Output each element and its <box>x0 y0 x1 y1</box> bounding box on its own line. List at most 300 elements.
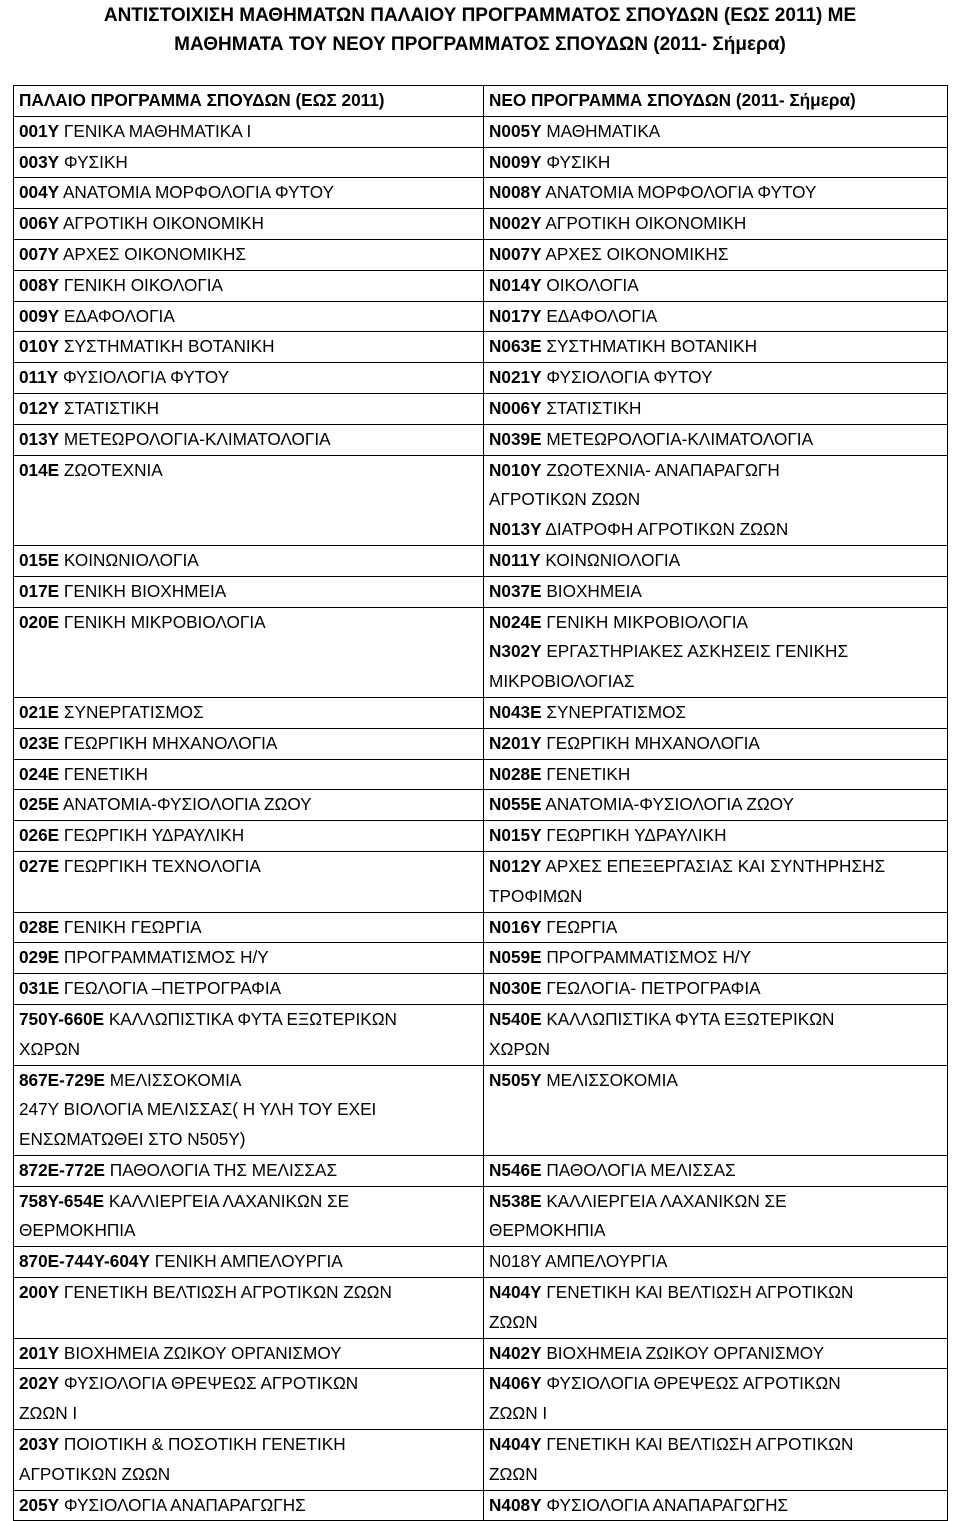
course-entry <box>489 1339 947 1369</box>
old-course-cell <box>14 1369 484 1430</box>
header-old-program: ΠΑΛΑΙΟ ΠΡΟΓΡΑΜΜΑ ΣΠΟΥΔΩΝ (ΕΩΣ 2011) <box>14 86 484 117</box>
course-code: Ν011Υ <box>489 549 541 570</box>
header-new-program: ΝΕΟ ΠΡΟΓΡΑΜΜΑ ΣΠΟΥΔΩΝ (2011- Σήμερα) <box>484 86 948 117</box>
course-code: Ν404Υ <box>489 1282 542 1303</box>
course-entry <box>489 852 947 882</box>
course-entry <box>489 1491 947 1521</box>
course-name: ΓΕΝΕΤΙΚΗ ΚΑΙ ΒΕΛΤΙΩΣΗ ΑΓΡΟΤΙΚΩΝ <box>546 1282 854 1303</box>
course-name: ΚΑΛΛΩΠΙΣΤΙΚΑ ΦΥΤΑ ΕΞΩΤΕΡΙΚΩΝ <box>108 1008 397 1029</box>
course-code: 012Υ <box>19 397 60 418</box>
course-name-continuation: ΖΩΩΝ Ι <box>489 1403 548 1424</box>
course-entry <box>489 1156 947 1186</box>
course-entry <box>19 209 483 239</box>
old-course-cell <box>14 1430 484 1491</box>
course-entry <box>19 1430 483 1460</box>
new-course-cell <box>484 821 948 852</box>
course-code: Ν015Υ <box>489 825 542 846</box>
course-code: Ν005Υ <box>489 120 542 141</box>
course-name: ΦΥΣΙΟΛΟΓΙΑ ΘΡΕΨΕΩΣ ΑΓΡΟΤΙΚΩΝ <box>546 1373 841 1394</box>
table-row <box>14 301 948 332</box>
old-course-cell <box>14 116 484 147</box>
table-row <box>14 851 948 912</box>
course-code: Ν037Ε <box>489 580 542 601</box>
new-course-cell <box>484 301 948 332</box>
course-entry <box>489 1278 947 1308</box>
course-name: ΓΕΝΙΚΗ ΒΙΟΧΗΜΕΙΑ <box>63 580 227 601</box>
course-name: ΜΕΤΕΩΡΟΛΟΓΙΑ-ΚΛΙΜΑΤΟΛΟΓΙΑ <box>546 428 814 449</box>
course-code: Ν043Ε <box>489 701 542 722</box>
course-code: 203Υ <box>19 1434 60 1455</box>
course-entry <box>19 1005 483 1035</box>
course-entry <box>489 363 947 393</box>
course-entry <box>489 1430 947 1460</box>
course-entry <box>19 1156 483 1186</box>
course-code: 013Υ <box>19 428 60 449</box>
course-code: Ν201Υ <box>489 732 542 753</box>
course-code: 205Υ <box>19 1494 60 1515</box>
course-name: ΣΤΑΤΙΣΤΙΚΗ <box>63 397 160 418</box>
table-row <box>14 1247 948 1278</box>
course-name: ΦΥΣΙΟΛΟΓΙΑ ΑΝΑΠΑΡΑΓΩΓΗΣ <box>546 1494 789 1515</box>
course-code: 200Υ <box>19 1282 60 1303</box>
old-course-cell <box>14 1186 484 1247</box>
course-entry <box>489 943 947 973</box>
old-course-cell <box>14 576 484 607</box>
course-code: Ν006Υ <box>489 397 542 418</box>
new-course-cell <box>484 178 948 209</box>
table-row <box>14 363 948 394</box>
course-code: Ν016Υ <box>489 916 542 937</box>
new-course-cell <box>484 728 948 759</box>
course-name: ΦΥΣΙΚΗ <box>63 151 128 172</box>
course-name: ΑΝΑΤΟΜΙΑ ΜΟΡΦΟΛΟΓΙΑ ΦΥΤΟΥ <box>62 182 335 203</box>
new-course-cell <box>484 209 948 240</box>
course-entry <box>19 974 483 1004</box>
course-entry <box>19 1066 483 1096</box>
old-course-cell <box>14 1004 484 1065</box>
course-entry <box>489 1187 947 1217</box>
course-entry <box>489 698 947 728</box>
new-course-cell <box>484 697 948 728</box>
course-code: 001Υ <box>19 120 60 141</box>
old-course-cell <box>14 974 484 1005</box>
course-name: ΕΔΑΦΟΛΟΓΙΑ <box>63 305 175 326</box>
new-course-cell <box>484 424 948 455</box>
course-code: 750Υ-660Ε <box>19 1008 105 1029</box>
course-code: 031Ε <box>19 978 60 999</box>
course-entry <box>489 117 947 147</box>
course-entry <box>489 729 947 759</box>
course-name: ΦΥΣΙΟΛΟΓΙΑ ΦΥΤΟΥ <box>62 367 230 388</box>
course-code: 003Υ <box>19 151 60 172</box>
course-name-continuation: ΧΩΡΩΝ <box>19 1038 81 1059</box>
table-header-row <box>14 86 948 117</box>
course-name: ΒΙΟΧΗΜΕΙΑ ΖΩΙΚΟΥ ΟΡΓΑΝΙΣΜΟΥ <box>63 1342 342 1363</box>
old-course-cell <box>14 147 484 178</box>
course-entry <box>489 913 947 943</box>
course-name: ΣΥΣΤΗΜΑΤΙΚΗ ΒΟΤΑΝΙΚΗ <box>63 336 275 357</box>
old-course-cell <box>14 1338 484 1369</box>
course-code: 027Ε <box>19 855 60 876</box>
course-entry <box>19 852 483 882</box>
course-entry <box>19 240 483 270</box>
table-row <box>14 239 948 270</box>
course-name: ΜΑΘΗΜΑΤΙΚΑ <box>546 120 661 141</box>
course-name: ΓΕΩΡΓΙΑ <box>546 916 618 937</box>
course-entry <box>489 1005 947 1035</box>
course-entry <box>19 394 483 424</box>
course-code: Ν014Υ <box>489 274 542 295</box>
course-code: Ν538Ε <box>489 1190 542 1211</box>
course-code: Ν063Ε <box>489 336 542 357</box>
old-course-cell <box>14 545 484 576</box>
table-row <box>14 424 948 455</box>
course-code: 872Ε-772Ε <box>19 1159 106 1180</box>
title-line-2: ΜΑΘΗΜΑΤΑ ΤΟΥ ΝΕΟΥ ΠΡΟΓΡΑΜΜΑΤΟΣ ΣΠΟΥΔΩΝ (2011- Σήμερα) <box>174 34 786 55</box>
course-entry <box>19 546 483 576</box>
course-entry <box>489 760 947 790</box>
course-code: 024Ε <box>19 763 60 784</box>
old-course-cell <box>14 1155 484 1186</box>
table-row <box>14 393 948 424</box>
course-code: 870Ε-744Υ-604Υ <box>19 1251 150 1272</box>
course-code: 009Υ <box>19 305 60 326</box>
table-row <box>14 1338 948 1369</box>
old-course-cell <box>14 607 484 697</box>
table-row <box>14 455 948 545</box>
course-code: Ν406Υ <box>489 1373 542 1394</box>
course-name-continuation: ΖΩΩΝ <box>489 1463 538 1484</box>
table-row <box>14 1004 948 1065</box>
table-row <box>14 728 948 759</box>
table-row <box>14 697 948 728</box>
old-course-cell <box>14 178 484 209</box>
course-name-continuation: ΘΕΡΜΟΚΗΠΙΑ <box>489 1220 606 1241</box>
new-course-cell <box>484 1155 948 1186</box>
course-entry <box>489 821 947 851</box>
old-course-cell <box>14 821 484 852</box>
course-entry <box>489 790 947 820</box>
course-name: ΕΔΑΦΟΛΟΓΙΑ <box>546 305 658 326</box>
course-code: Ν039Ε <box>489 428 542 449</box>
new-course-cell <box>484 851 948 912</box>
document-title <box>0 0 960 59</box>
course-code: Ν008Υ <box>489 182 542 203</box>
table-body <box>14 116 948 1521</box>
table-row <box>14 790 948 821</box>
course-entry <box>19 363 483 393</box>
new-course-cell <box>484 270 948 301</box>
old-course-cell <box>14 943 484 974</box>
new-course-cell <box>484 393 948 424</box>
course-name: ΓΕΝΙΚΗ ΜΙΚΡΟΒΙΟΛΟΓΙΑ <box>546 611 748 632</box>
course-entry <box>19 271 483 301</box>
course-name: ΕΡΓΑΣΤΗΡΙΑΚΕΣ ΑΣΚΗΣΕΙΣ ΓΕΝΙΚΗΣ <box>546 641 849 662</box>
table-row <box>14 209 948 240</box>
course-name-continuation: ΖΩΩΝ <box>489 1311 538 1332</box>
course-entry <box>19 1095 483 1125</box>
course-entry <box>19 456 483 486</box>
course-entry <box>19 760 483 790</box>
table-row <box>14 576 948 607</box>
new-course-cell <box>484 1338 948 1369</box>
course-name: ΠΡΟΓΡΑΜΜΑΤΙΣΜΟΣ Η/Υ <box>546 947 752 968</box>
table-row <box>14 270 948 301</box>
table-row <box>14 1369 948 1430</box>
course-entry <box>19 1339 483 1369</box>
course-code: 202Υ <box>19 1373 60 1394</box>
course-name: ΒΙΟΧΗΜΕΙΑ <box>546 580 642 601</box>
old-course-cell <box>14 455 484 545</box>
course-name-continuation: ΤΡΟΦΙΜΩΝ <box>489 885 583 906</box>
course-code: Ν408Υ <box>489 1494 542 1515</box>
new-course-cell <box>484 545 948 576</box>
new-course-cell <box>484 363 948 394</box>
course-code: 007Υ <box>19 243 60 264</box>
course-entry <box>489 608 947 638</box>
old-course-cell <box>14 1490 484 1521</box>
new-course-cell <box>484 455 948 545</box>
new-course-cell <box>484 332 948 363</box>
course-code: Ν012Υ <box>489 855 542 876</box>
course-name-continuation: ΘΕΡΜΟΚΗΠΙΑ <box>19 1220 136 1241</box>
course-name: ΓΕΩΡΓΙΚΗ ΜΗΧΑΝΟΛΟΓΙΑ <box>546 732 760 753</box>
course-name: ΖΩΟΤΕΧΝΙΑ <box>63 459 163 480</box>
course-name: ΦΥΣΙΟΛΟΓΙΑ ΦΥΤΟΥ <box>546 367 713 388</box>
table-row <box>14 1278 948 1339</box>
course-code: 021Ε <box>19 701 60 722</box>
old-course-cell <box>14 332 484 363</box>
course-name: ΚΑΛΛΩΠΙΣΤΙΚΑ ΦΥΤΑ ΕΞΩΤΕΡΙΚΩΝ <box>546 1008 835 1029</box>
course-name: ΚΑΛΛΙΕΡΓΕΙΑ ΛΑΧΑΝΙΚΩΝ ΣΕ <box>546 1190 787 1211</box>
course-entry <box>19 729 483 759</box>
table-row <box>14 1065 948 1155</box>
new-course-cell <box>484 576 948 607</box>
old-course-cell <box>14 851 484 912</box>
old-course-cell <box>14 912 484 943</box>
course-name: ΚΟΙΝΩΝΙΟΛΟΓΙΑ <box>545 549 681 570</box>
course-name: ΣΥΣΤΗΜΑΤΙΚΗ ΒΟΤΑΝΙΚΗ <box>546 336 757 357</box>
course-name: ΑΝΑΤΟΜΙΑ ΜΟΡΦΟΛΟΓΙΑ ΦΥΤΟΥ <box>545 182 817 203</box>
course-entry <box>489 302 947 332</box>
course-entry <box>19 821 483 851</box>
table-row <box>14 147 948 178</box>
course-name: ΑΝΑΤΟΜΙΑ-ΦΥΣΙΟΛΟΓΙΑ ΖΩΟΥ <box>545 794 795 815</box>
course-code: Ν055Ε <box>489 794 542 815</box>
course-name: ΓΕΝΕΤΙΚΗ ΒΕΛΤΙΩΣΗ ΑΓΡΟΤΙΚΩΝ ΖΩΩΝ <box>63 1282 392 1303</box>
course-name: ΓΕΝΙΚΗ ΜΙΚΡΟΒΙΟΛΟΓΙΑ <box>63 611 266 632</box>
table-row <box>14 1430 948 1491</box>
table-row <box>14 759 948 790</box>
course-code: 020Ε <box>19 611 60 632</box>
course-name: ΑΡΧΕΣ ΟΙΚΟΝΟΜΙΚΗΣ <box>545 243 729 264</box>
course-name: ΓΕΩΡΓΙΚΗ ΤΕΧΝΟΛΟΓΙΑ <box>63 855 261 876</box>
table-row <box>14 821 948 852</box>
new-course-cell <box>484 1278 948 1339</box>
new-course-cell <box>484 1369 948 1430</box>
course-entry <box>489 148 947 178</box>
course-code: 017Ε <box>19 580 60 601</box>
new-course-cell <box>484 943 948 974</box>
course-name: ΟΙΚΟΛΟΓΙΑ <box>546 274 639 295</box>
old-course-cell <box>14 1278 484 1339</box>
course-entry <box>19 332 483 362</box>
course-name: ΓΕΝΕΤΙΚΗ ΚΑΙ ΒΕΛΤΙΩΣΗ ΑΓΡΟΤΙΚΩΝ <box>546 1434 854 1455</box>
course-name: ΦΥΣΙΚΗ <box>546 151 611 172</box>
course-entry <box>489 456 947 486</box>
course-entry <box>489 240 947 270</box>
course-entry <box>19 178 483 208</box>
course-entry <box>489 1247 947 1277</box>
old-course-cell <box>14 424 484 455</box>
table-row <box>14 1490 948 1521</box>
course-entry <box>19 1187 483 1217</box>
course-entry <box>19 1369 483 1399</box>
course-name: ΣΤΑΤΙΣΤΙΚΗ <box>546 397 642 418</box>
course-name: ΓΕΝΙΚΗ ΓΕΩΡΓΙΑ <box>63 916 202 937</box>
old-course-cell <box>14 301 484 332</box>
new-course-cell <box>484 974 948 1005</box>
course-entry <box>489 577 947 607</box>
table-row <box>14 912 948 943</box>
course-code: Ν009Υ <box>489 151 542 172</box>
course-name: ΓΕΝΙΚΑ ΜΑΘΗΜΑΤΙΚΑ Ι <box>63 120 252 141</box>
course-code: Ν402Υ <box>489 1342 542 1363</box>
course-entry <box>489 178 947 208</box>
new-course-cell <box>484 912 948 943</box>
course-name: 247Υ ΒΙΟΛΟΓΙΑ ΜΕΛΙΣΣΑΣ( Η ΥΛΗ ΤΟΥ ΕΧΕΙ <box>19 1099 377 1120</box>
old-course-cell <box>14 239 484 270</box>
course-code: 758Υ-654Ε <box>19 1190 105 1211</box>
new-course-cell <box>484 790 948 821</box>
new-course-cell <box>484 1247 948 1278</box>
course-code: Ν017Υ <box>489 305 542 326</box>
old-course-cell <box>14 393 484 424</box>
course-entry <box>489 209 947 239</box>
old-course-cell <box>14 1247 484 1278</box>
course-name: ΜΕΛΙΣΣΟΚΟΜΙΑ <box>546 1069 678 1090</box>
course-entry <box>489 332 947 362</box>
course-code: Ν404Υ <box>489 1434 542 1455</box>
course-name: ΦΥΣΙΟΛΟΓΙΑ ΑΝΑΠΑΡΑΓΩΓΗΣ <box>63 1494 306 1515</box>
course-code: 008Υ <box>19 274 60 295</box>
course-code: 010Υ <box>19 336 60 357</box>
course-entry <box>19 698 483 728</box>
new-course-cell <box>484 147 948 178</box>
course-entry <box>19 1491 483 1521</box>
course-name: ΑΡΧΕΣ ΟΙΚΟΝΟΜΙΚΗΣ <box>62 243 247 264</box>
course-code: Ν030Ε <box>489 978 542 999</box>
course-entry <box>19 117 483 147</box>
new-course-cell <box>484 1490 948 1521</box>
course-name: ΠΑΘΟΛΟΓΙΑ ΜΕΛΙΣΣΑΣ <box>546 1159 736 1180</box>
course-name: ΚΑΛΛΙΕΡΓΕΙΑ ΛΑΧΑΝΙΚΩΝ ΣΕ <box>108 1190 350 1211</box>
course-name-continuation: ΕΝΣΩΜΑΤΩΘΕΙ ΣΤΟ Ν505Υ) <box>19 1129 246 1150</box>
course-name: ΑΓΡΟΤΙΚΗ ΟΙΚΟΝΟΜΙΚΗ <box>545 213 747 234</box>
course-entry <box>489 1066 947 1096</box>
old-course-cell <box>14 790 484 821</box>
course-code: Ν024Ε <box>489 611 542 632</box>
table-row <box>14 1155 948 1186</box>
course-code: Ν059Ε <box>489 947 542 968</box>
course-name: ΑΝΑΤΟΜΙΑ-ΦΥΣΙΟΛΟΓΙΑ ΖΩΟΥ <box>62 794 312 815</box>
course-entry <box>19 1247 483 1277</box>
course-correspondence-table <box>13 85 948 1521</box>
course-entry <box>489 394 947 424</box>
course-code: 015Ε <box>19 549 60 570</box>
course-code: Ν302Υ <box>489 641 542 662</box>
course-code: Ν505Υ <box>489 1069 542 1090</box>
table-row <box>14 1186 948 1247</box>
new-course-cell <box>484 1430 948 1491</box>
course-code: Ν021Υ <box>489 367 542 388</box>
course-name: ΣΥΝΕΡΓΑΤΙΣΜΟΣ <box>63 701 204 722</box>
course-name: ΓΕΝΕΤΙΚΗ <box>546 763 631 784</box>
course-code: 014Ε <box>19 459 60 480</box>
course-code: 201Υ <box>19 1342 60 1363</box>
course-name: ΜΕΛΙΣΣΟΚΟΜΙΑ <box>109 1069 242 1090</box>
table-row <box>14 607 948 697</box>
course-name: ΓΕΩΛΟΓΙΑ –ΠΕΤΡΟΓΡΑΦΙΑ <box>63 978 282 999</box>
old-course-cell <box>14 728 484 759</box>
table-row <box>14 332 948 363</box>
table-row <box>14 545 948 576</box>
course-name: ΜΕΤΕΩΡΟΛΟΓΙΑ-ΚΛΙΜΑΤΟΛΟΓΙΑ <box>63 428 331 449</box>
course-name: ΖΩΟΤΕΧΝΙΑ- ΑΝΑΠΑΡΑΓΩΓΗ <box>546 459 780 480</box>
old-course-cell <box>14 209 484 240</box>
old-course-cell <box>14 1065 484 1155</box>
course-name-continuation: ΧΩΡΩΝ <box>489 1038 551 1059</box>
course-name-continuation: ΑΓΡΟΤΙΚΩΝ ΖΩΩΝ <box>19 1463 171 1484</box>
course-entry <box>19 943 483 973</box>
course-entry <box>19 913 483 943</box>
course-name: ΓΕΝΙΚΗ ΟΙΚΟΛΟΓΙΑ <box>63 274 224 295</box>
course-entry <box>19 608 483 638</box>
course-name: ΓΕΝΙΚΗ ΑΜΠΕΛΟΥΡΓΙΑ <box>154 1251 343 1272</box>
course-code: 006Υ <box>19 213 60 234</box>
course-name: Ν018Υ ΑΜΠΕΛΟΥΡΓΙΑ <box>489 1251 668 1272</box>
old-course-cell <box>14 270 484 301</box>
course-name-continuation: ΜΙΚΡΟΒΙΟΛΟΓΙΑΣ <box>489 671 635 692</box>
course-name: ΠΑΘΟΛΟΓΙΑ ΤΗΣ ΜΕΛΙΣΣΑΣ <box>109 1159 338 1180</box>
course-code: 023Ε <box>19 732 60 753</box>
course-code: Ν007Υ <box>489 243 542 264</box>
course-code: Ν540Ε <box>489 1008 542 1029</box>
new-course-cell <box>484 116 948 147</box>
course-entry <box>19 302 483 332</box>
course-name: ΓΕΩΛΟΓΙΑ- ΠΕΤΡΟΓΡΑΦΙΑ <box>546 978 761 999</box>
course-name-continuation: ΑΓΡΟΤΙΚΩΝ ΖΩΩΝ <box>489 489 641 510</box>
table-row <box>14 974 948 1005</box>
new-course-cell <box>484 1186 948 1247</box>
table-row <box>14 943 948 974</box>
course-code: 867Ε-729Ε <box>19 1069 106 1090</box>
course-entry <box>489 637 947 667</box>
old-course-cell <box>14 697 484 728</box>
course-code: 028Ε <box>19 916 60 937</box>
course-entry <box>489 515 947 545</box>
course-entry <box>489 1369 947 1399</box>
course-code: 011Υ <box>19 367 59 388</box>
course-name: ΓΕΩΡΓΙΚΗ ΜΗΧΑΝΟΛΟΓΙΑ <box>63 732 278 753</box>
course-name: ΣΥΝΕΡΓΑΤΙΣΜΟΣ <box>546 701 687 722</box>
course-name: ΓΕΝΕΤΙΚΗ <box>63 763 148 784</box>
course-entry <box>19 425 483 455</box>
new-course-cell <box>484 1065 948 1155</box>
course-entry <box>489 425 947 455</box>
course-code: 029Ε <box>19 947 60 968</box>
course-code: Ν028Ε <box>489 763 542 784</box>
